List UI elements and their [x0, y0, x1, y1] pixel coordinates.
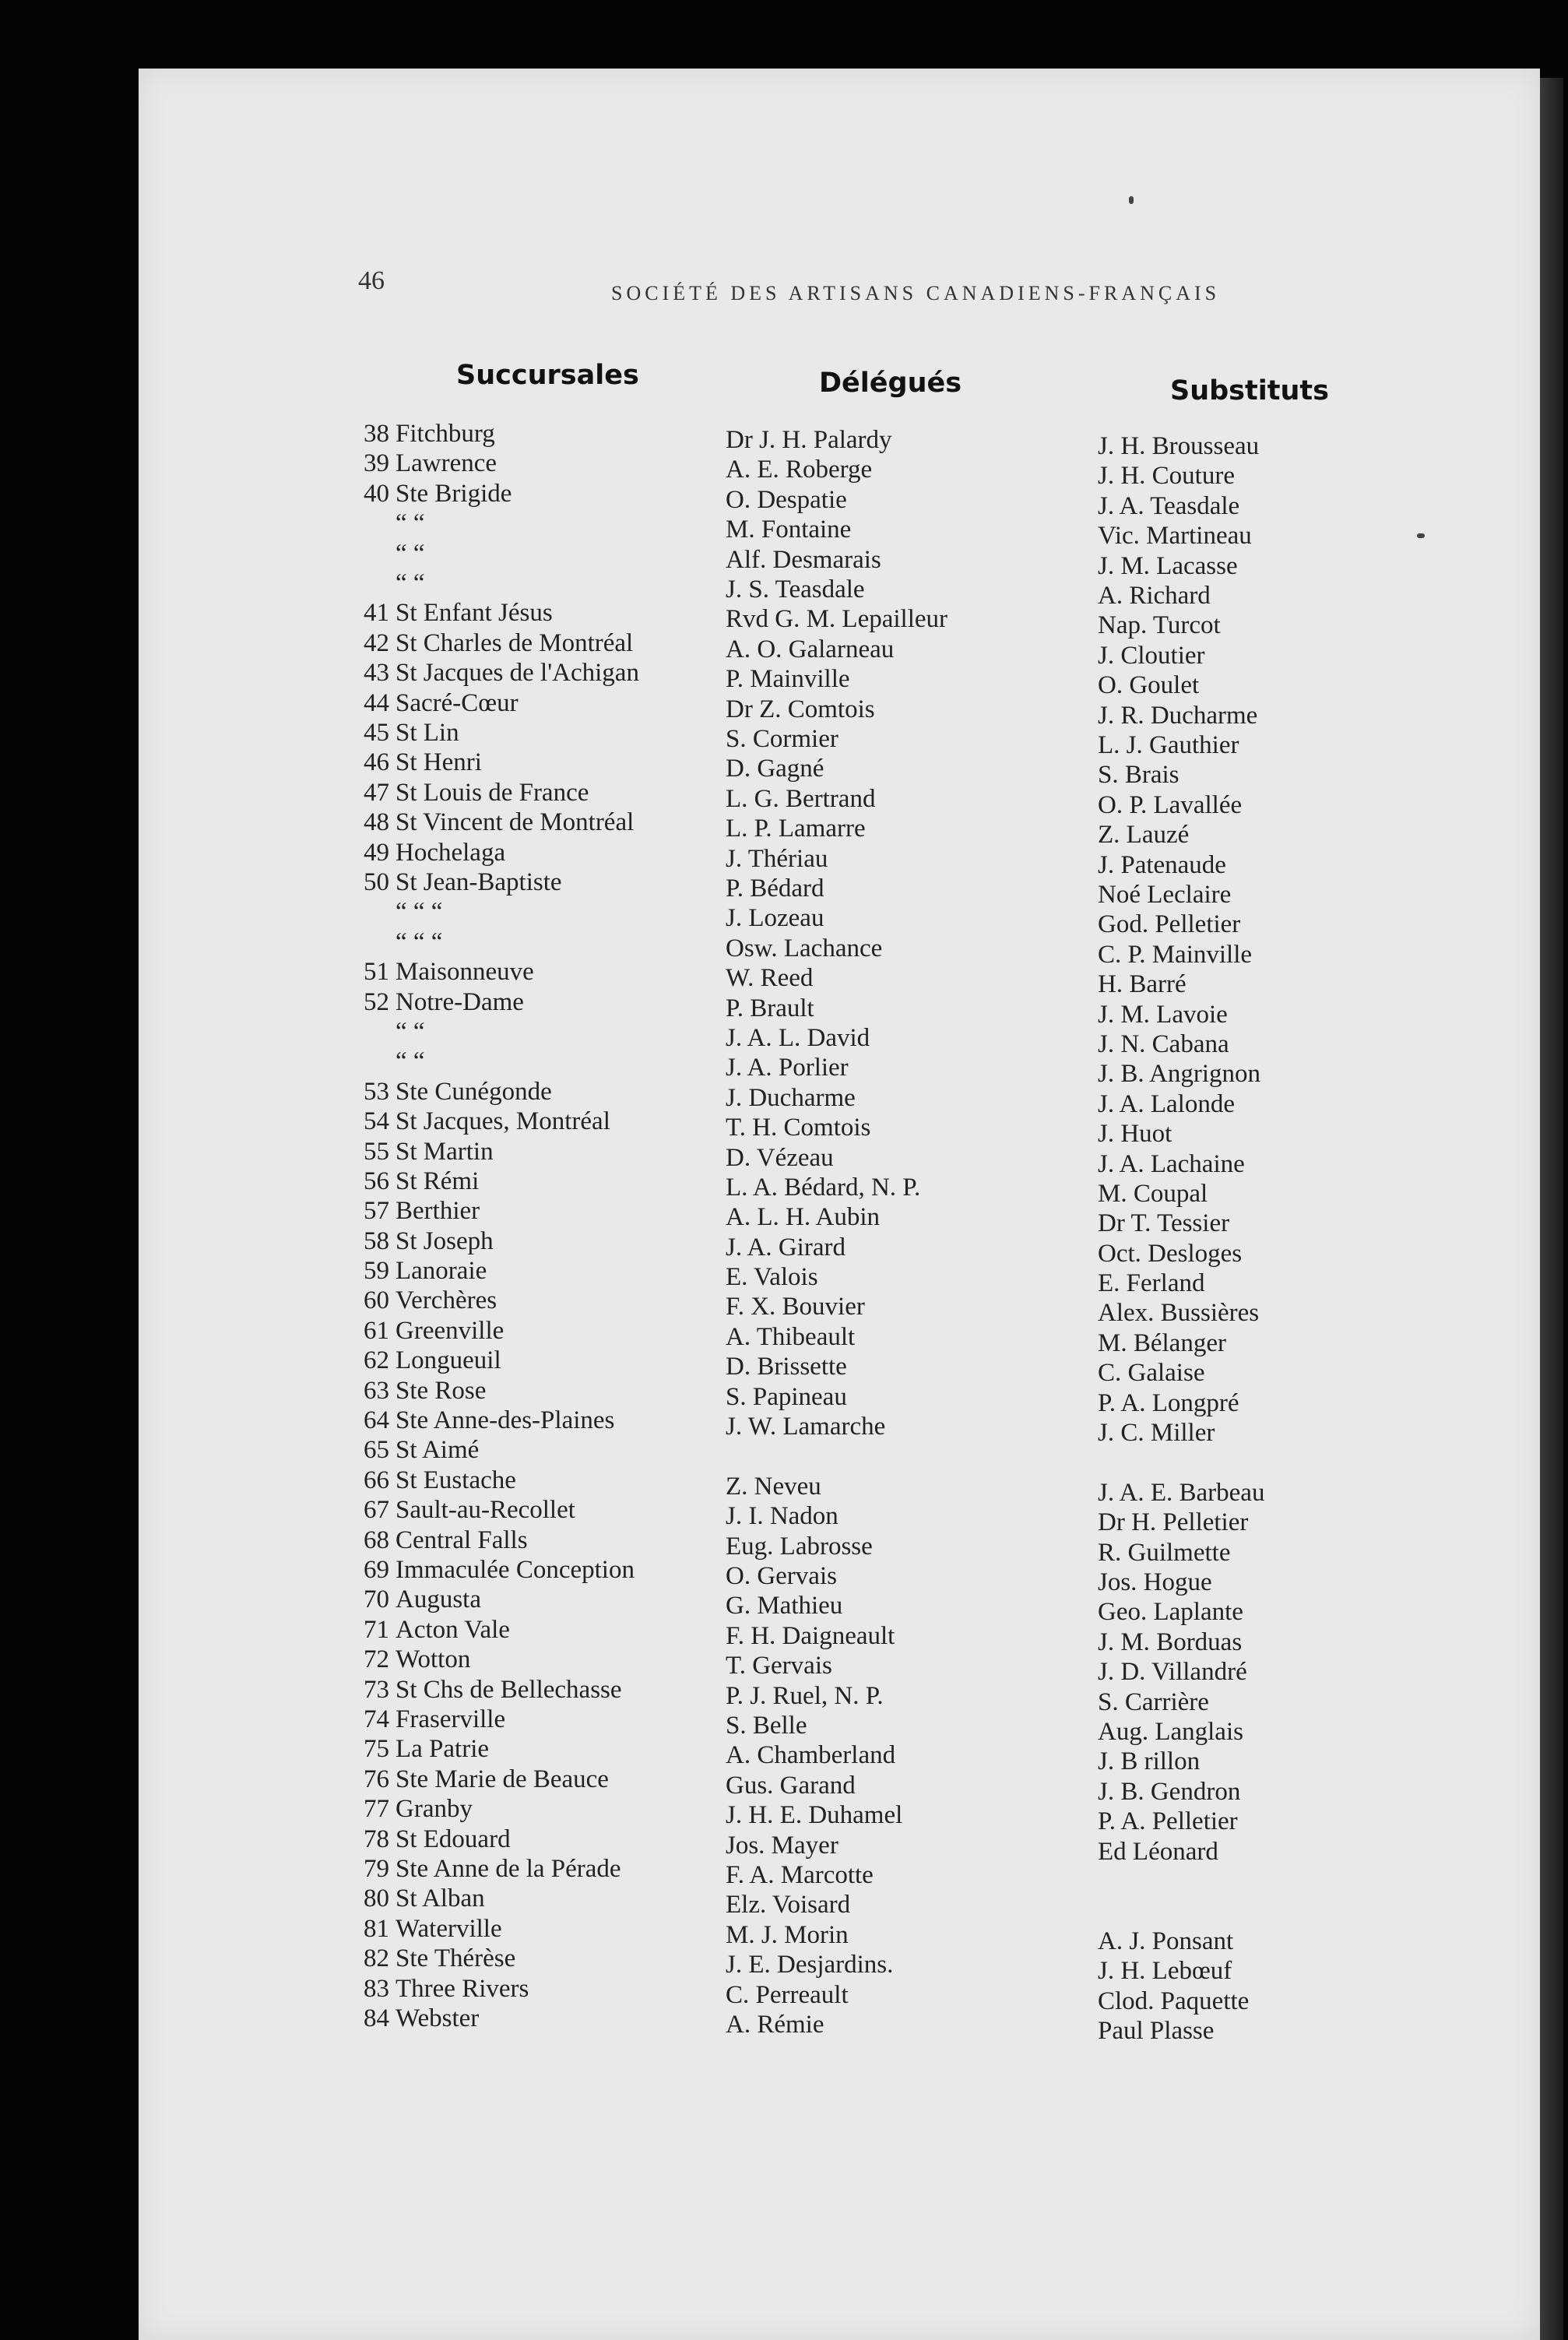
substitute-name: A. Richard	[1098, 581, 1211, 610]
branch-name: St Edouard	[396, 1824, 511, 1853]
delegate-name: P. Mainville	[726, 665, 850, 694]
delegate-name: A. Chamberland	[726, 1741, 896, 1770]
delegate-name: C. Perreault	[726, 1980, 849, 2009]
substitute-name: Clod. Paquette	[1098, 1986, 1250, 2015]
delegate-name: J. Thériau	[726, 844, 828, 873]
branch-name: St Lin	[396, 718, 459, 747]
branch-name: St Henri	[396, 748, 482, 777]
branch-name: Ste Thérèse	[396, 1944, 516, 1973]
branch-name: Notre-Dame	[396, 987, 524, 1016]
delegate-name: S. Papineau	[726, 1382, 847, 1411]
branch-number: 57	[364, 1197, 389, 1226]
branch-name: Wotton	[396, 1645, 471, 1674]
substitute-name: Z. Lauzé	[1098, 821, 1190, 850]
substitute-name: Alex. Bussières	[1098, 1299, 1260, 1328]
branch-name: Ste Anne-des-Plaines	[396, 1406, 615, 1435]
substitute-name: Vic. Martineau	[1098, 522, 1252, 551]
delegate-name: J. A. Porlier	[726, 1054, 849, 1082]
delegate-name: Rvd G. M. Lepailleur	[726, 605, 948, 634]
delegate-name: A. Rémie	[726, 2011, 824, 2039]
branch-name: “ “	[396, 1017, 425, 1046]
substitute-name: L. J. Gauthier	[1098, 730, 1239, 759]
branch-name: Ste Anne de la Pérade	[396, 1855, 621, 1884]
branch-name: Ste Brigide	[396, 479, 512, 508]
column-header-succursales: Succursales	[456, 360, 639, 391]
substitute-name: J. Cloutier	[1098, 641, 1205, 670]
branch-number: 67	[364, 1496, 389, 1525]
branch-number: 51	[364, 958, 389, 987]
running-header-title: SOCIÉTÉ DES ARTISANS CANADIENS-FRANÇAIS	[611, 282, 1221, 304]
branch-number: 45	[364, 718, 389, 747]
branch-number: 60	[364, 1286, 389, 1315]
branch-number: 53	[364, 1077, 389, 1106]
branch-number: 42	[364, 628, 389, 657]
branch-number: 48	[364, 808, 389, 837]
substitute-name: J. H. Couture	[1098, 462, 1235, 491]
substitute-name: E. Ferland	[1098, 1269, 1205, 1298]
substitute-name: S. Carrière	[1098, 1687, 1209, 1716]
branch-name: Ste Cunégonde	[396, 1077, 552, 1106]
branch-name: St Vincent de Montréal	[396, 808, 635, 837]
branch-name: Waterville	[396, 1914, 502, 1943]
substitute-name: Geo. Laplante	[1098, 1598, 1243, 1627]
substitute-name: J. A. Lachaine	[1098, 1149, 1245, 1178]
branch-name: “ “	[396, 539, 425, 568]
branch-number: 52	[364, 987, 389, 1016]
branch-number: 72	[364, 1645, 389, 1674]
substitute-name: J. M. Lacasse	[1098, 551, 1238, 580]
branch-number: 46	[364, 748, 389, 777]
branch-number: 76	[364, 1765, 389, 1793]
substitute-name: P. A. Longpré	[1098, 1388, 1239, 1417]
branch-name: St Jacques, Montréal	[396, 1107, 610, 1136]
branch-name: St Eustache	[396, 1466, 516, 1494]
delegate-name: Z. Neveu	[726, 1472, 821, 1501]
branch-number: 64	[364, 1406, 389, 1435]
branch-number: 50	[364, 867, 389, 896]
branch-number: 55	[364, 1137, 389, 1166]
delegate-name: A. E. Roberge	[726, 456, 873, 484]
substitute-name: O. P. Lavallée	[1098, 790, 1243, 819]
branch-number	[343, 1047, 389, 1076]
delegate-name: Eug. Labrosse	[726, 1532, 873, 1561]
branch-number: 71	[364, 1615, 389, 1644]
delegate-name: P. J. Ruel, N. P.	[726, 1681, 884, 1710]
substitute-name: J. D. Villandré	[1098, 1658, 1247, 1687]
delegate-name: O. Gervais	[726, 1562, 837, 1591]
branch-name: “ “	[396, 1047, 425, 1076]
delegate-name: P. Brault	[726, 994, 814, 1022]
branch-name: Ste Marie de Beauce	[396, 1765, 609, 1793]
branch-name: St Martin	[396, 1137, 494, 1166]
delegate-name: E. Valois	[726, 1263, 818, 1292]
branch-name: Hochelaga	[396, 838, 506, 867]
branch-number: 58	[364, 1226, 389, 1255]
branch-number: 47	[364, 778, 389, 807]
branch-number: 63	[364, 1376, 389, 1405]
branch-name: Fitchburg	[396, 420, 495, 448]
branch-name: Sacré-Cœur	[396, 688, 519, 717]
branch-name: La Patrie	[396, 1735, 490, 1764]
branch-number: 59	[364, 1257, 389, 1286]
speck-mark	[1129, 196, 1134, 204]
delegate-name: A. L. H. Aubin	[726, 1203, 880, 1232]
branch-name: Longueuil	[396, 1346, 501, 1375]
branch-number: 77	[364, 1795, 389, 1824]
delegate-name: D. Brissette	[726, 1353, 847, 1381]
substitute-name: Aug. Langlais	[1098, 1718, 1243, 1747]
substitute-name: Jos. Hogue	[1098, 1568, 1212, 1597]
substitute-name: Dr T. Tessier	[1098, 1209, 1230, 1238]
branch-number: 44	[364, 688, 389, 717]
delegate-name: S. Belle	[726, 1712, 807, 1740]
substitute-name: J. B. Gendron	[1098, 1777, 1241, 1806]
substitute-name: J. H. Lebœuf	[1098, 1957, 1232, 1986]
delegate-name: Gus. Garand	[726, 1771, 856, 1800]
branch-name: Lanoraie	[396, 1257, 487, 1286]
substitute-name: J. Patenaude	[1098, 850, 1226, 879]
branch-name: St Louis de France	[396, 778, 589, 807]
branch-number: 83	[364, 1974, 389, 2003]
branch-number: 43	[364, 659, 389, 688]
branch-name: “ “ “	[396, 898, 443, 927]
delegate-name: M. J. Morin	[726, 1920, 849, 1949]
branch-number	[343, 897, 389, 927]
delegate-name: J. S. Teasdale	[726, 575, 865, 603]
substitute-name: J. H. Brousseau	[1098, 432, 1260, 460]
branch-name: Acton Vale	[396, 1615, 510, 1644]
delegate-name: Jos. Mayer	[726, 1831, 838, 1860]
branch-name: St Chs de Bellechasse	[396, 1675, 622, 1704]
substitute-name: H. Barré	[1098, 970, 1187, 999]
branch-name: St Joseph	[396, 1226, 494, 1255]
branch-number	[343, 568, 389, 598]
substitute-name: A. J. Ponsant	[1098, 1927, 1234, 1955]
delegate-name: J. E. Desjardins.	[726, 1951, 894, 1979]
column-header-delegues: Délégués	[819, 368, 962, 399]
substitute-name: R. Guilmette	[1098, 1538, 1231, 1567]
delegate-name: T. Gervais	[726, 1652, 832, 1680]
delegate-name: L. G. Bertrand	[726, 784, 876, 813]
branch-number: 68	[364, 1525, 389, 1554]
substitute-name: Noé Leclaire	[1098, 880, 1232, 909]
branch-name: Berthier	[396, 1197, 480, 1226]
substitute-name: God. Pelletier	[1098, 910, 1241, 939]
branch-name: Maisonneuve	[396, 958, 534, 987]
branch-number: 73	[364, 1675, 389, 1704]
branch-name: St Charles de Montréal	[396, 628, 634, 657]
delegate-name: O. Despatie	[726, 485, 847, 514]
branch-name: Three Rivers	[396, 1974, 529, 2003]
branch-number: 80	[364, 1884, 389, 1913]
substitute-name: Paul Plasse	[1098, 2017, 1215, 2045]
substitute-name: P. A. Pelletier	[1098, 1807, 1238, 1836]
delegate-name: A. Thibeault	[726, 1322, 856, 1351]
substitute-name: Oct. Desloges	[1098, 1239, 1243, 1268]
substitute-name: J. N. Cabana	[1098, 1029, 1229, 1058]
branch-number: 82	[364, 1944, 389, 1973]
substitute-name: J. B rillon	[1098, 1747, 1201, 1776]
branch-number: 54	[364, 1107, 389, 1136]
branch-number	[343, 539, 389, 568]
substitute-name: M. Bélanger	[1098, 1328, 1226, 1357]
delegate-name: F. X. Bouvier	[726, 1293, 865, 1321]
branch-name: Webster	[396, 2004, 480, 2032]
delegate-name: Alf. Desmarais	[726, 545, 881, 574]
branch-name: St Aimé	[396, 1436, 480, 1465]
delegate-name: F. A. Marcotte	[726, 1861, 874, 1890]
delegate-name: G. Mathieu	[726, 1592, 843, 1620]
substitute-name: J. M. Lavoie	[1098, 1000, 1228, 1029]
substitute-name: J. B. Angrignon	[1098, 1060, 1261, 1089]
branch-name: St Jean-Baptiste	[396, 867, 562, 896]
substitute-name: J. Huot	[1098, 1120, 1172, 1149]
branch-name: Greenville	[396, 1316, 505, 1345]
branch-name: Augusta	[396, 1585, 481, 1614]
delegate-name: F. H. Daigneault	[726, 1621, 895, 1650]
branch-number: 78	[364, 1824, 389, 1853]
branch-number: 75	[364, 1735, 389, 1764]
substitute-name: C. Galaise	[1098, 1359, 1205, 1388]
branch-number: 81	[364, 1914, 389, 1943]
substitute-name: C. P. Mainville	[1098, 940, 1253, 969]
delegate-name: W. Reed	[726, 964, 814, 993]
branch-name: Granby	[396, 1795, 473, 1824]
branch-number: 70	[364, 1585, 389, 1614]
substitute-name: J. A. E. Barbeau	[1098, 1478, 1265, 1507]
branch-name: Central Falls	[396, 1525, 528, 1554]
branch-name: Fraserville	[396, 1705, 506, 1734]
speck-mark	[1417, 533, 1425, 538]
substitute-name: Dr H. Pelletier	[1098, 1508, 1249, 1537]
delegate-name: Elz. Voisard	[726, 1891, 851, 1920]
delegate-name: J. Ducharme	[726, 1083, 856, 1112]
branch-name: Ste Rose	[396, 1376, 487, 1405]
branch-name: St Jacques de l'Achigan	[396, 659, 639, 688]
branch-number: 65	[364, 1436, 389, 1465]
column-header-substituts: Substituts	[1170, 375, 1329, 406]
branch-number	[343, 927, 389, 957]
delegate-name: S. Cormier	[726, 724, 838, 753]
delegate-name: Osw. Lachance	[726, 934, 883, 962]
branch-name: Immaculée Conception	[396, 1556, 635, 1585]
substitute-name: S. Brais	[1098, 761, 1180, 790]
delegate-name: D. Vézeau	[726, 1143, 834, 1172]
branch-number	[343, 508, 389, 538]
delegate-name: Dr Z. Comtois	[726, 695, 875, 723]
delegate-name: L. P. Lamarre	[726, 815, 866, 843]
substitute-name: O. Goulet	[1098, 671, 1200, 700]
branch-number	[343, 1017, 389, 1047]
branch-number: 56	[364, 1166, 389, 1195]
page-number: 46	[358, 266, 385, 295]
delegate-name: D. Gagné	[726, 755, 824, 783]
branch-name: Sault-au-Recollet	[396, 1496, 575, 1525]
branch-number: 49	[364, 838, 389, 867]
branch-number: 74	[364, 1705, 389, 1734]
delegate-name: P. Bédard	[726, 874, 824, 903]
delegate-name: J. W. Lamarche	[726, 1413, 886, 1441]
substitute-name: M. Coupal	[1098, 1179, 1208, 1208]
branch-name: St Enfant Jésus	[396, 599, 553, 628]
delegate-name: J. A. L. David	[726, 1023, 870, 1052]
branch-number: 84	[364, 2004, 389, 2032]
delegate-name: L. A. Bédard, N. P.	[726, 1173, 921, 1202]
branch-name: St Alban	[396, 1884, 485, 1913]
branch-number: 62	[364, 1346, 389, 1375]
branch-number: 66	[364, 1466, 389, 1494]
branch-number: 41	[364, 599, 389, 628]
substitute-name: J. M. Borduas	[1098, 1627, 1243, 1656]
branch-number: 69	[364, 1556, 389, 1585]
branch-name: “ “	[396, 568, 425, 597]
branch-name: Lawrence	[396, 449, 497, 478]
branch-name: “ “ “	[396, 927, 443, 956]
delegate-name: J. H. E. Duhamel	[726, 1801, 903, 1830]
delegate-name: Dr J. H. Palardy	[726, 426, 892, 454]
branch-name: “ “	[396, 509, 425, 538]
delegate-name: J. Lozeau	[726, 904, 824, 933]
substitute-name: J. A. Lalonde	[1098, 1089, 1235, 1118]
branch-number: 40	[364, 479, 389, 508]
branch-name: St Rémi	[396, 1166, 480, 1195]
substitute-name: J. A. Teasdale	[1098, 491, 1240, 520]
substitute-name: J. C. Miller	[1098, 1419, 1215, 1448]
branch-number: 38	[364, 420, 389, 448]
delegate-name: T. H. Comtois	[726, 1114, 871, 1142]
branch-number: 79	[364, 1855, 389, 1884]
delegate-name: A. O. Galarneau	[726, 635, 895, 663]
branch-number: 61	[364, 1316, 389, 1345]
delegate-name: J. A. Girard	[726, 1233, 846, 1261]
substitute-name: J. R. Ducharme	[1098, 701, 1258, 730]
delegate-name: J. I. Nadon	[726, 1502, 838, 1531]
delegate-name: M. Fontaine	[726, 516, 852, 544]
substitute-name: Ed Léonard	[1098, 1837, 1218, 1866]
branch-name: Verchères	[396, 1286, 497, 1315]
substitute-name: Nap. Turcot	[1098, 611, 1221, 640]
branch-number: 39	[364, 449, 389, 478]
